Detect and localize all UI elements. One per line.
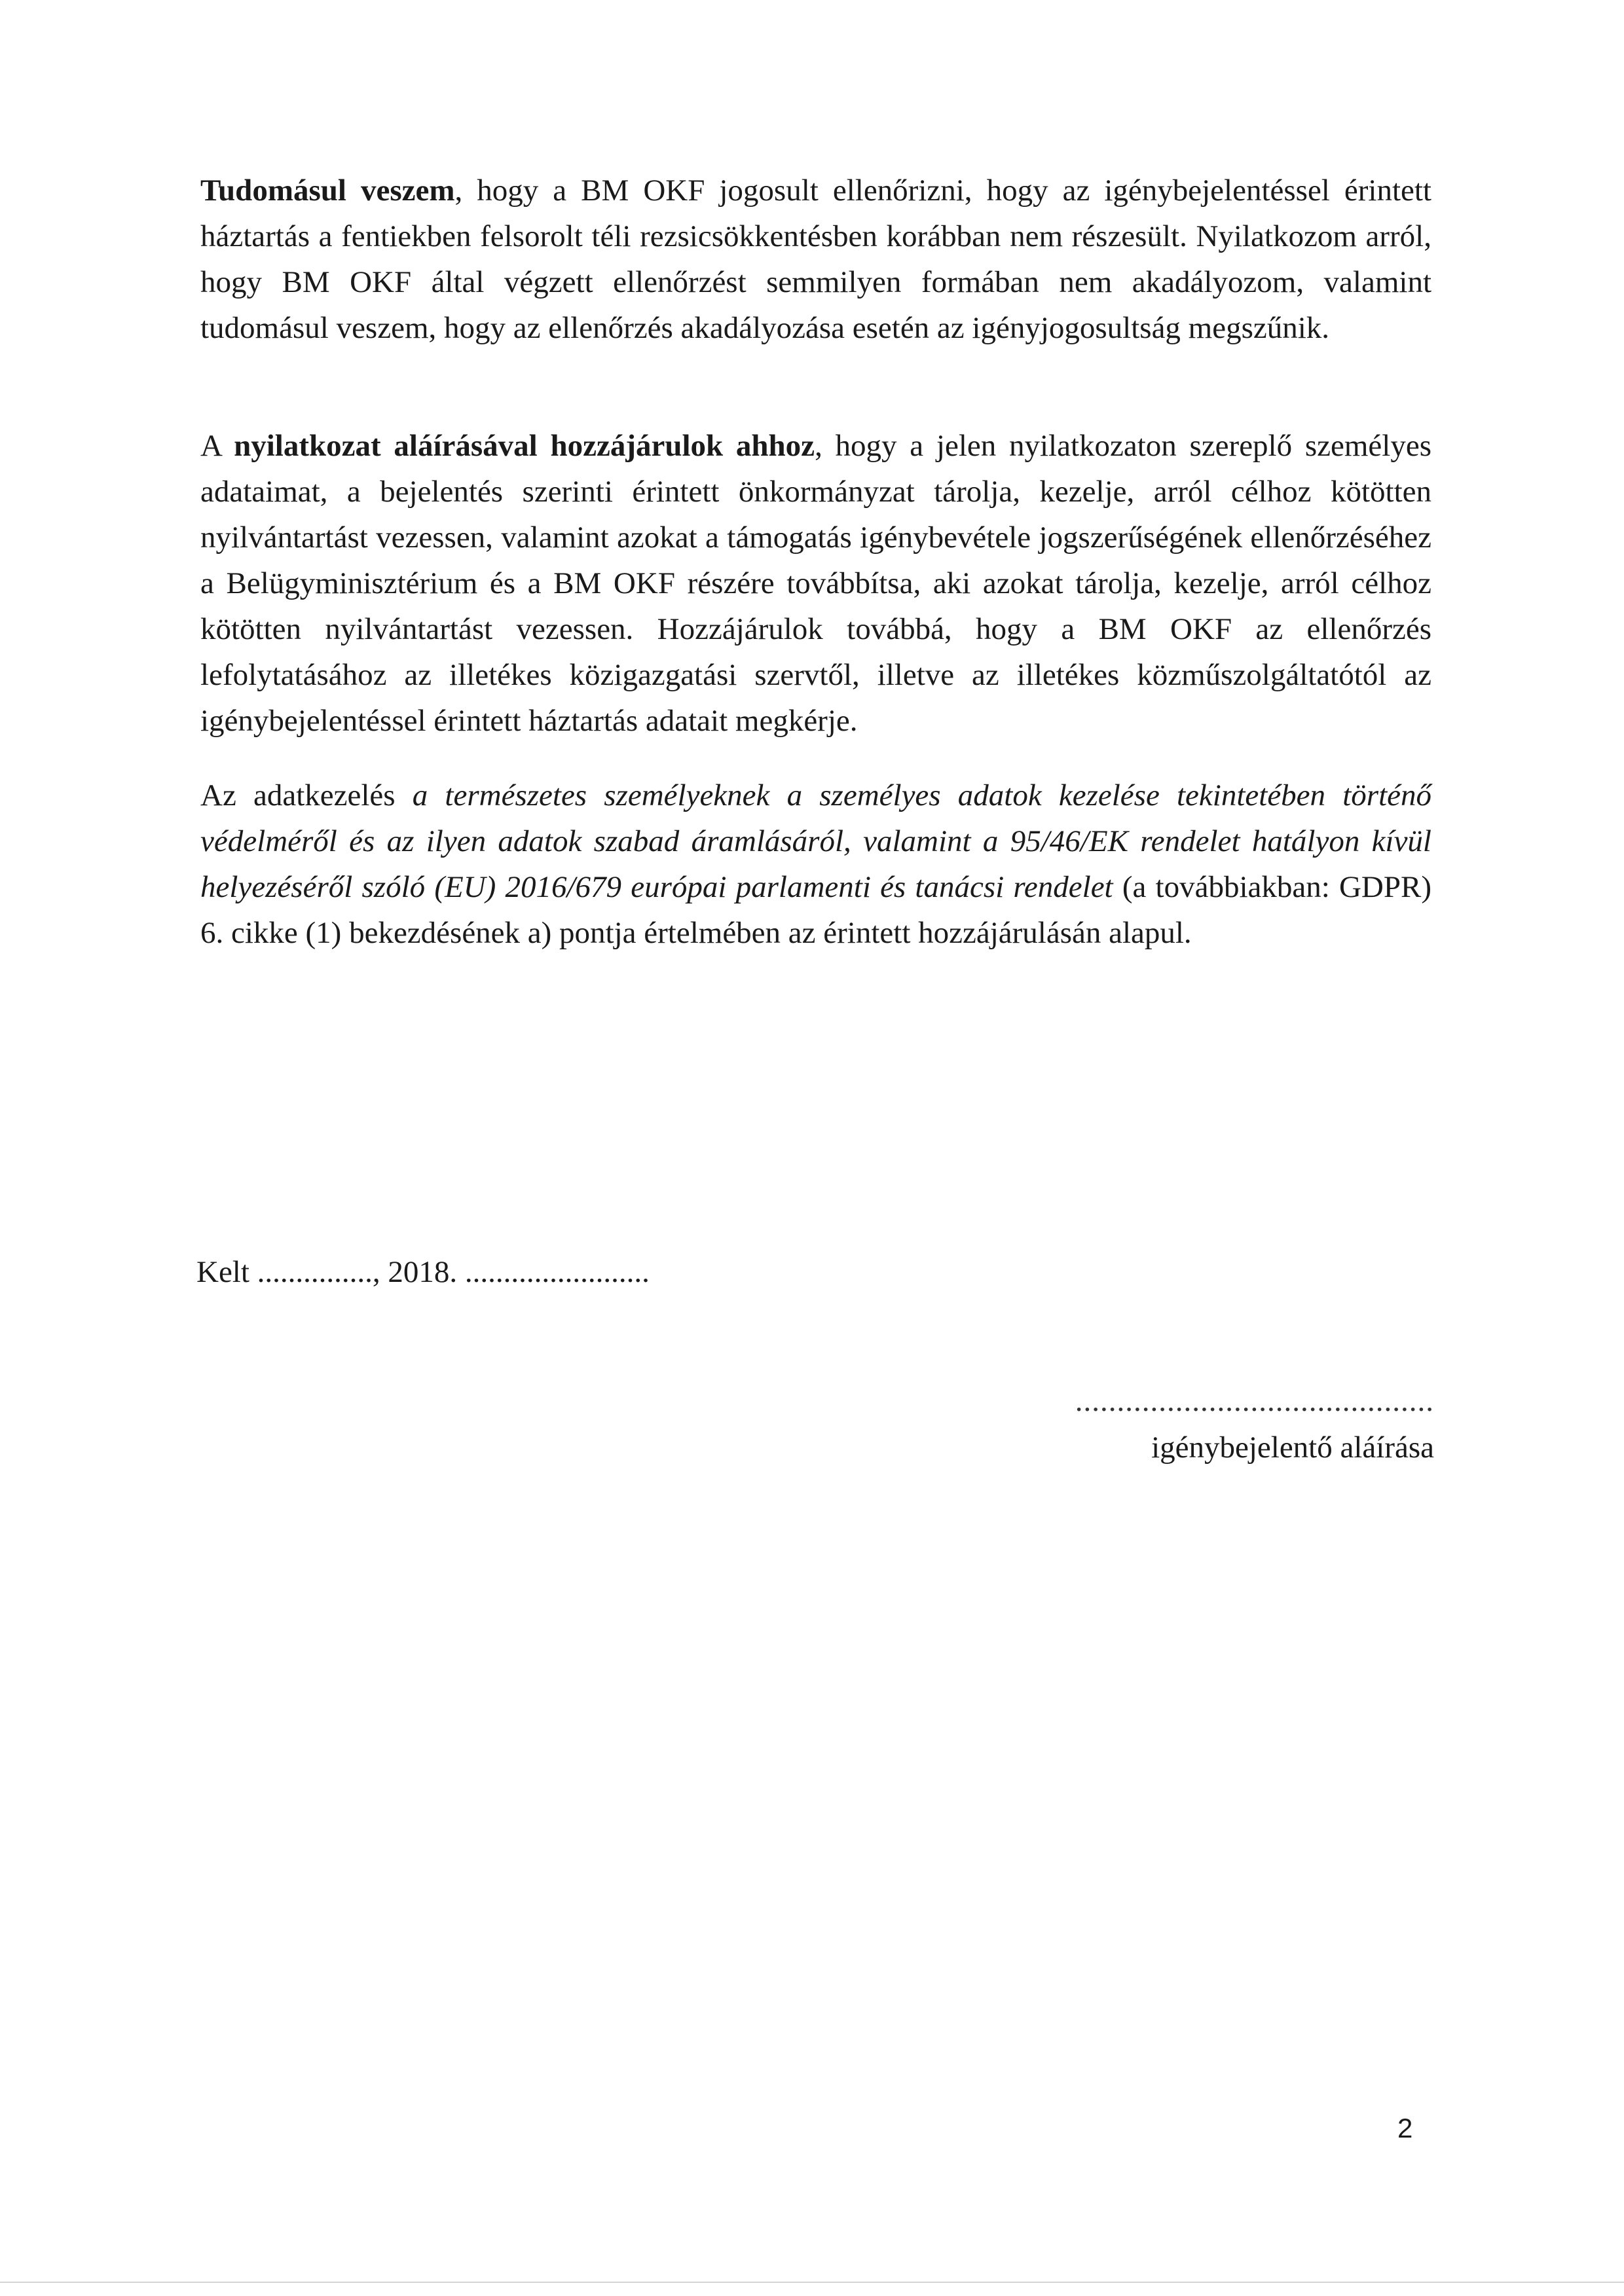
para3-run-2: (a továbbiakban: GDPR) 6. cikke (1) bekezdésének a) pontja értelmében az érintett hozzájárulásán alapul.	[200, 870, 1431, 950]
consent-paragraph-gdpr-basis	[200, 773, 1431, 956]
page-number: 2	[1397, 2113, 1413, 2143]
para2-run-2: , hogy a jelen nyilatkozaton szereplő személyes adataimat, a bejelentés szerinti érintett önkormányzat tárolja, kezelje, arról célhoz kötötten nyilvántartást vezessen, valamint azokat a támogatás igénybevétele jogszerűségének ellenőrzéséhez a Belügyminisztérium és a BM OKF részére továbbítsa, aki azokat tárolja, kezelje, arról célhoz kötötten nyilvántartást vezessen. Hozzájárulok továbbá, hogy a BM OKF az ellenőrzés lefolytatásához az illetékes közigazgatási szervtől, illetve az illetékes közműszolgáltatótól az igénybejelentéssel érintett háztartás adatait megkérje.	[200, 429, 1431, 738]
signature-dotted-line: ...........................................	[1075, 1388, 1434, 1414]
date-place-line: Kelt ..............., 2018. ........................	[196, 1255, 650, 1289]
consent-paragraph-verification	[200, 168, 1431, 351]
consent-paragraph-data-processing	[200, 423, 1431, 744]
signature-label: igénybejelentő aláírása	[1151, 1430, 1434, 1465]
para3-run-0: Az adatkezelés	[200, 778, 413, 812]
para1-run-1: , hogy a BM OKF jogosult ellenőrizni, hogy az igénybejelentéssel érintett háztartás a fentiekben felsorolt téli rezsicsökkentésben korábban nem részesült. Nyilatkozom arról, hogy BM OKF által végzett ellenőrzést semmilyen formában nem akadályozom, valamint tudomásul veszem, hogy az ellenőrzés akadályozása esetén az igényjogosultság megszűnik.	[200, 173, 1431, 345]
signature-block	[1022, 1388, 1434, 1470]
para1-run-0: Tudomásul veszem	[200, 173, 455, 208]
para3-run-1: a természetes személyeknek a személyes adatok kezelése tekintetében történő védelméről és az ilyen adatok szabad áramlásáról, valamint a 95/46/EK rendelet hatályon kívül helyezéséről szóló (EU) 2016/679 európai parlamenti és tanácsi rendelet	[200, 778, 1431, 904]
scan-edge-divider	[0, 2282, 1624, 2283]
para2-run-0: A	[200, 429, 234, 463]
para2-run-1: nyilatkozat aláírásával hozzájárulok ahhoz	[234, 429, 815, 463]
